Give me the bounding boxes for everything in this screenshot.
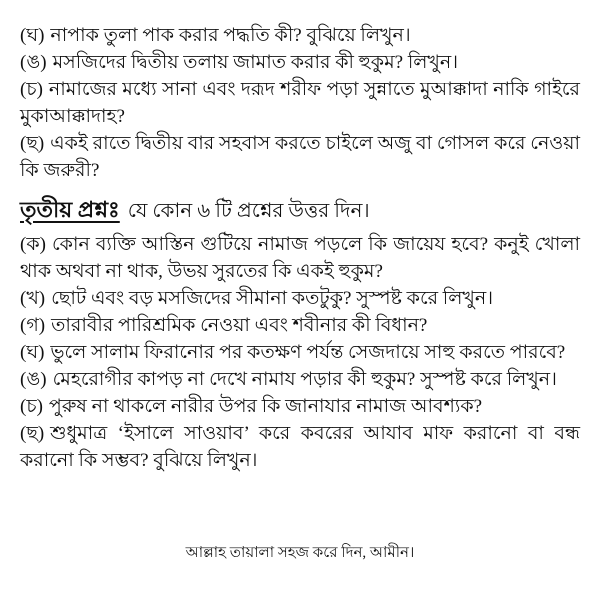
question-text: একই রাতে দ্বিতীয় বার সহবাস করতে চাইলে অজু বা গোসল করে নেওয়া কি জরুরী?	[20, 133, 580, 181]
question-text: শুধুমাত্র ‘ইসালে সাওয়াব’ করে কবরের আযাব মাফ করানো বা বন্ধ করানো কি সম্ভব? বুঝিয়ে লিখুন।	[20, 423, 580, 471]
question-item	[20, 420, 580, 474]
question-item	[20, 49, 580, 76]
question-item	[20, 393, 580, 420]
question-item	[20, 312, 580, 339]
footer-text: আল্লাহ তায়ালা সহজ করে দিন, আমীন।	[185, 545, 415, 561]
question-text: পুরুষ না থাকলে নারীর উপর কি জানাযার নামাজ আবশ্যক?	[48, 396, 483, 417]
question-item	[20, 76, 580, 130]
question-label: (ঘ)	[20, 25, 45, 46]
question-text: নাপাক তুলা পাক করার পদ্ধতি কী? বুঝিয়ে লিখুন।	[50, 25, 411, 46]
question-label: (ছ)	[20, 423, 45, 444]
question-label: (ছ)	[20, 133, 45, 154]
question-label: (ঙ)	[20, 369, 47, 390]
part2-question-list	[20, 231, 580, 474]
section-instruction: যে কোন ৬ টি প্রশ্নের উত্তর দিন।	[127, 200, 370, 222]
question-label: (চ)	[20, 79, 43, 100]
question-label: (খ)	[20, 288, 46, 309]
question-item	[20, 339, 580, 366]
question-text: মসজিদের দ্বিতীয় তলায় জামাত করার কী হুকুম? লিখুন।	[52, 52, 459, 73]
question-item	[20, 285, 580, 312]
section-header	[20, 195, 580, 226]
question-label: (ঙ)	[20, 52, 47, 73]
question-item	[20, 130, 580, 184]
question-label: (গ)	[20, 315, 46, 336]
question-item	[20, 231, 580, 285]
part1-question-list	[20, 22, 580, 184]
section-title: তৃতীয় প্রশ্নঃ	[20, 197, 120, 222]
question-text: মেহরোগীর কাপড় না দেখে নামায পড়ার কী হুকুম? সুস্পষ্ট করে লিখুন।	[52, 369, 557, 390]
question-label: (চ)	[20, 396, 43, 417]
question-label: (ক)	[20, 234, 46, 255]
question-label: (ঘ)	[20, 342, 45, 363]
question-text: তারাবীর পারিশ্রমিক নেওয়া এবং শবীনার কী বিধান?	[51, 315, 428, 336]
question-text: ছোট এবং বড় মসজিদের সীমানা কতটুকু? সুস্পষ্ট করে লিখুন।	[51, 288, 494, 309]
question-item	[20, 366, 580, 393]
question-item	[20, 22, 580, 49]
question-text: ভুলে সালাম ফিরানোর পর কতক্ষণ পর্যন্ত সেজদায়ে সাহু করতে পারবে?	[50, 342, 566, 363]
question-text: কোন ব্যক্তি আস্তিন গুটিয়ে নামাজ পড়লে কি জায়েয হবে? কনুই খোলা থাক অথবা না থাক, উভয় সুরতের কি একই হুকুম?	[20, 234, 580, 282]
question-text: নামাজের মধ্যে সানা এবং দরূদ শরীফ পড়া সুন্নাতে মুআক্কাদা নাকি গাইরে মুকাআক্কাদাহ?	[20, 79, 580, 127]
